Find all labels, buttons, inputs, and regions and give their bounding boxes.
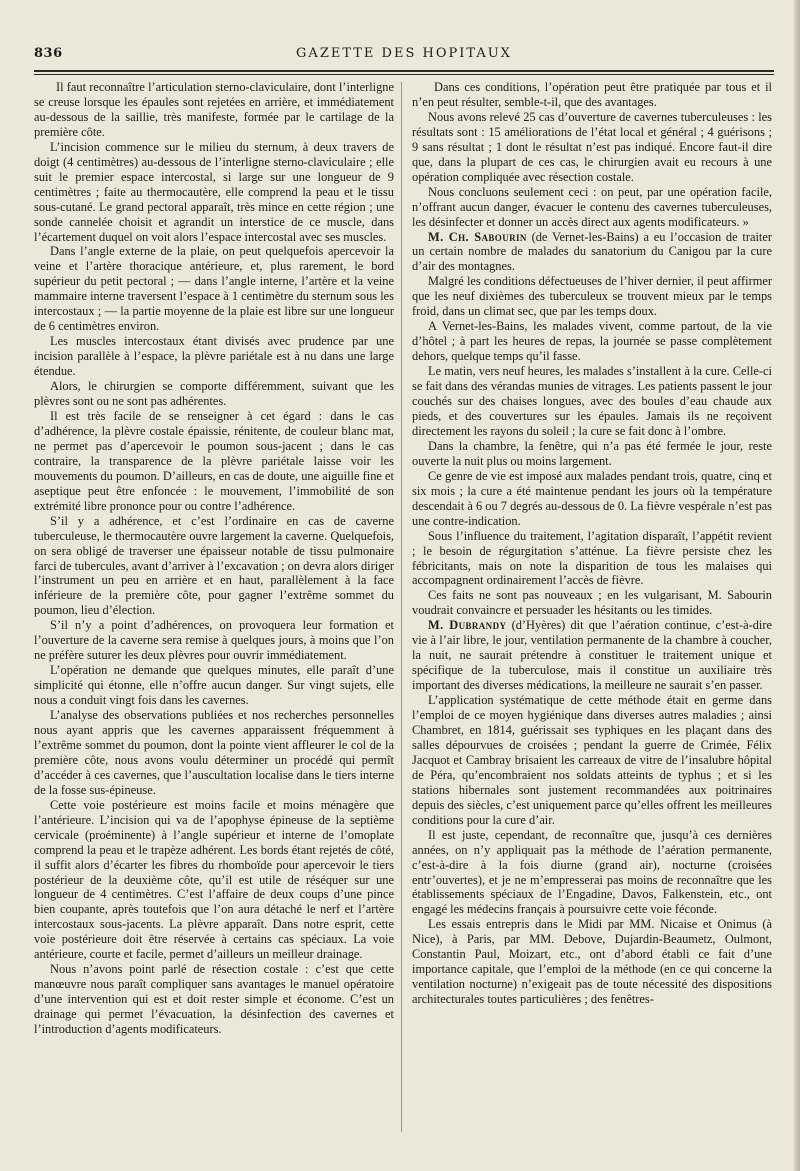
left-column	[34, 80, 394, 1037]
speaker-name: M. Dubrandy	[428, 618, 507, 633]
paragraph: Il faut reconnaître l’articulation sterno-claviculaire, dont l’interligne se creuse lorsque les épaules sont rejetées en arrière, et immédiatement au-dessous de la saillie, très manifeste, formée par le cartilage de la première côte.	[34, 80, 394, 139]
paragraph	[412, 319, 772, 364]
paragraph-text: Sous l’influence du traitement, l’agitation disparaît, l’appétit revient ; le besoin de régurgitation s’atténue. La fièvre persiste chez les fébricitants, mais on note la disparition de tous les malaises qui accompagnent ordinairement l’accès de fièvre.	[412, 528, 772, 588]
header-rule-thin	[34, 74, 774, 75]
paragraph: Il est très facile de se renseigner à cet égard : dans le cas d’adhérence, la plèvre costale épaissie, rénitente, de couleur blanc mat, ne permet pas d’apercevoir le poumon sous-jacent ; dans le cas contraire, la transparence de la plèvre pariétale laisse voir les mouvements du poumon. D’ailleurs, en cas de doute, une aiguille fine et aseptique peut être enfoncée : le mouvement, l’immobilité de son extrémité libre prononce pour ou contre l’adhérence.	[34, 408, 394, 513]
paragraph-text: Le matin, vers neuf heures, les malades s’installent à la cure. Celle-ci se fait dans des vérandas munies de vitrages. Les patients passent le jour couchés sur des chaises longues, avec des boules d’eau chaude aux pieds, et des couvertures sur les épaules. Jamais ils ne reçoivent directement les rayons du soleil ; la cure se fait donc à l’ombre.	[412, 364, 772, 438]
paragraph	[412, 110, 772, 185]
paragraph: S’il n’y a point d’adhérences, on provoquera leur formation et l’ouverture de la caverne sera remise à quelques jours, à moins que l’on ne préfère suturer les deux plèvres pour ouvrir immédiatement.	[34, 618, 394, 663]
paragraph: Dans l’angle externe de la plaie, on peut quelquefois apercevoir la veine et l’artère thoracique antérieure, et, plus rarement, le bord supérieur du petit pectoral ; — dans l’angle interne, l’artère et la veine mammaire interne traversent l’espace à 1 centimètre du sternum sous les intercostaux ; — la partie moyenne de la plaie est libre sur une longueur de 6 centimètres environ.	[34, 244, 394, 334]
paragraph	[412, 588, 772, 618]
speaker-name: M. Ch. Sabourin	[428, 229, 527, 244]
paragraph	[412, 185, 772, 230]
paragraph	[412, 618, 772, 693]
paragraph: Les muscles intercostaux étant divisés avec prudence par une incision parallèle à l’espace, la plèvre pariétale est à nu dans une large étendue.	[34, 334, 394, 379]
paragraph: L’incision commence sur le milieu du sternum, à deux travers de doigt (4 centimètres) au-dessous de l’interligne sterno-claviculaire ; elle suit le premier espace intercostal, si large sur une longueur de 9 centimètres ; faite au thermocautère, elle comprend la peau et le tissu sous-cutané. Le grand pectoral apparaît, très mince en cette région ; une sonde cannelée choisit et agrandit un interstice de ce muscle, dans l’écartement duquel on voit alors l’espace intercostal avec ses muscles.	[34, 139, 394, 244]
right-column	[412, 80, 772, 1007]
running-title: GAZETTE DES HOPITAUX	[296, 46, 512, 61]
page-header	[34, 40, 774, 68]
paragraph-text: (de Vernet-les-Bains) a eu l’occasion de traiter un certain nombre de malades du sanatorium du Canigou par la cure d’air des montagnes.	[412, 229, 772, 274]
paragraph-text: Dans ces conditions, l’opération peut être pratiquée par tous et il n’en peut résulter, semble-t-il, que des avantages.	[412, 80, 772, 109]
paragraph	[412, 917, 772, 1007]
paragraph-text: Dans la chambre, la fenêtre, qui n’a pas été fermée le jour, reste ouverte la nuit plus ou moins largement.	[412, 438, 772, 468]
paragraph-text: Les essais entrepris dans le Midi par MM. Nicaise et Onimus (à Nice), à Paris, par MM. Debove, Dujardin-Beaumetz, Oulmont, Constantin Paul, Moizart, etc., ont d’abord établi ce fait d’une importance capitale, que l’emploi de la méthode (en ce qui concerne la ventilation nocturne) n’exigeait pas de toute nécessité des dispositions architecturales toutes particulières ; des fenêtres-	[412, 917, 772, 1007]
paragraph: Nous n’avons point parlé de résection costale : c’est que cette manœuvre nous paraît compliquer sans avantages le manuel opératoire d’une intervention qui est et doit rester simple et économe. C’est un drainage qui permet l’évacuation, la désinfection des cavernes et l’introduction d’agents modificateurs.	[34, 962, 394, 1037]
paragraph-text: A Vernet-les-Bains, les malades vivent, comme partout, de la vie d’hôtel ; à part les heures de repas, la journée se passe complètement dehors, quelque temps qu’il fasse.	[412, 319, 772, 364]
column-separator	[401, 82, 402, 1132]
paragraph: Alors, le chirurgien se comporte différemment, suivant que les plèvres sont ou ne sont pas adhérentes.	[34, 379, 394, 409]
paragraph-text: Ces faits ne sont pas nouveaux ; en les vulgarisant, M. Sabourin voudrait convaincre et persuader les hésitants ou les timides.	[412, 588, 772, 618]
page-edge-shadow	[794, 0, 800, 1171]
paragraph	[412, 828, 772, 918]
paragraph-text: Malgré les conditions défectueuses de l’hiver dernier, il peut affirmer que les neuf dixièmes des tuberculeux se trouvent mieux par le temps froid, dans un climat sec, que par les temps doux.	[412, 274, 772, 319]
header-rule-thick	[34, 70, 774, 72]
paragraph: S’il y a adhérence, et c’est l’ordinaire en cas de caverne tuberculeuse, le thermocautère ouvre largement la caverne. Quelquefois, on sera obligé de traverser une épaisseur notable de tissu pulmonaire farci de tubercules, avant d’arriver à l’excavation ; on devra alors diriger l’instrument un peu en arrière et en haut, parallèlement à la face inférieure de la première côte, pour gagner l’extrême sommet du poumon, lieu d’élection.	[34, 513, 394, 618]
paragraph-text: Nous concluons seulement ceci : on peut, par une opération facile, n’offrant aucun danger, évacuer le contenu des cavernes tuberculeuses, les désinfecter et donner un accès direct aux agents modificateurs. »	[412, 184, 772, 229]
paragraph	[412, 80, 772, 110]
paragraph-text: Il est juste, cependant, de reconnaître que, jusqu’à ces dernières années, on n’y appliquait pas la méthode de l’aération permanente, c’est-à-dire à la fois diurne (grand air), nocturne (croisées entr’ouvertes), et je ne m’empresserai pas moins de reconnaître que les établissements spéciaux de l’Engadine, Davos, Falkenstein, etc., ont engagé les médecins français à poursuivre cette voie féconde.	[412, 827, 772, 917]
paragraph: Cette voie postérieure est moins facile et moins ménagère que l’antérieure. L’incision qui va de l’apophyse épineuse de la septième cervicale (proéminente) à l’angle supérieur et interne de l’omoplate comprend la peau et le trapèze adhérent. Les bords étant rejetés de côté, il suffit alors d’écarter les fibres du rhomboïde pour apercevoir le tiers postérieur de la deuxième côte, qu’il est utile de réséquer sur une longueur de 4 centimètres. C’est l’affaire de deux coups d’une pince bien coupante, après toutefois que l’on aura détaché le nerf et l’artère intercostaux sous-jacents. La plèvre apparaît. Dans notre esprit, cette voie postérieure doit être réservée à certains cas spéciaux. La voie antérieure, courte et facile, permet d’ailleurs un meilleur drainage.	[34, 797, 394, 962]
paragraph	[412, 230, 772, 275]
paragraph-text: L’application systématique de cette méthode était en germe dans l’emploi de ce moyen hygiénique dans diverses autres maladies ; ainsi Chambret, en 1814, guérissait ses typhiques en les plaçant dans des salles dépourvues de croisées ; pendant la guerre de Crimée, Félix Jacquot et Cambray brisaient les carreaux de vitre de l’insalubre hôpital de Péra, qu’encombraient nos soldats atteints de typhus ; et si les stations hibernales sont justement recommandées aux poitrinaires depuis des siècles, c’est uniquement parce qu’elles offrent les meilleures conditions pour la cure d’air.	[412, 693, 772, 827]
paragraph-text: Nous avons relevé 25 cas d’ouverture de cavernes tuberculeuses : les résultats sont : 15 améliorations de l’état local et général ; 4 guérisons ; 9 sans résultat ; 1 dont le résultat n’est pas indiqué. Encore faut-il dire que, dans la plupart de ces cas, le chirurgien avait eu recours à une opération compliquée avec résection costale.	[412, 109, 772, 184]
paragraph	[412, 439, 772, 469]
paragraph	[412, 529, 772, 589]
paragraph: L’analyse des observations publiées et nos recherches personnelles nous ayant appris que les cavernes apparaissent fréquemment à l’extrême sommet du poumon, dont la pointe vient affleurer le col de la première côte, nous avons voulu déterminer un procédé qui permît d’accéder à ces cavernes, que l’auscultation localise dans le tiers interne de la fosse sus-épineuse.	[34, 708, 394, 797]
page-number: 836	[34, 46, 63, 61]
paragraph	[412, 364, 772, 439]
paragraph: L’opération ne demande que quelques minutes, elle paraît d’une simplicité qui étonne, elle n’offre aucun danger. Sur vingt sujets, elle nous a conduit vingt fois dans les cavernes.	[34, 663, 394, 708]
paragraph-text: (d’Hyères) dit que l’aération continue, c’est-à-dire vie à l’air libre, le jour, ventilation permanente de la chambre à coucher, la nuit, ne saurait prétendre à constituer le traitement unique et spécifique de la tuberculose, mais il constitue un auxiliaire très important des diverses médications, la meilleure ne saurait s’en passer.	[412, 618, 772, 693]
paragraph-text: Ce genre de vie est imposé aux malades pendant trois, quatre, cinq et six mois ; la cure a été maintenue pendant les jours où la température descendait à 6 ou 7 degrés au-dessous de 0. La fièvre vespérale n’est pas une contre-indication.	[412, 468, 772, 528]
paragraph	[412, 693, 772, 828]
paragraph	[412, 469, 772, 529]
paragraph	[412, 274, 772, 319]
